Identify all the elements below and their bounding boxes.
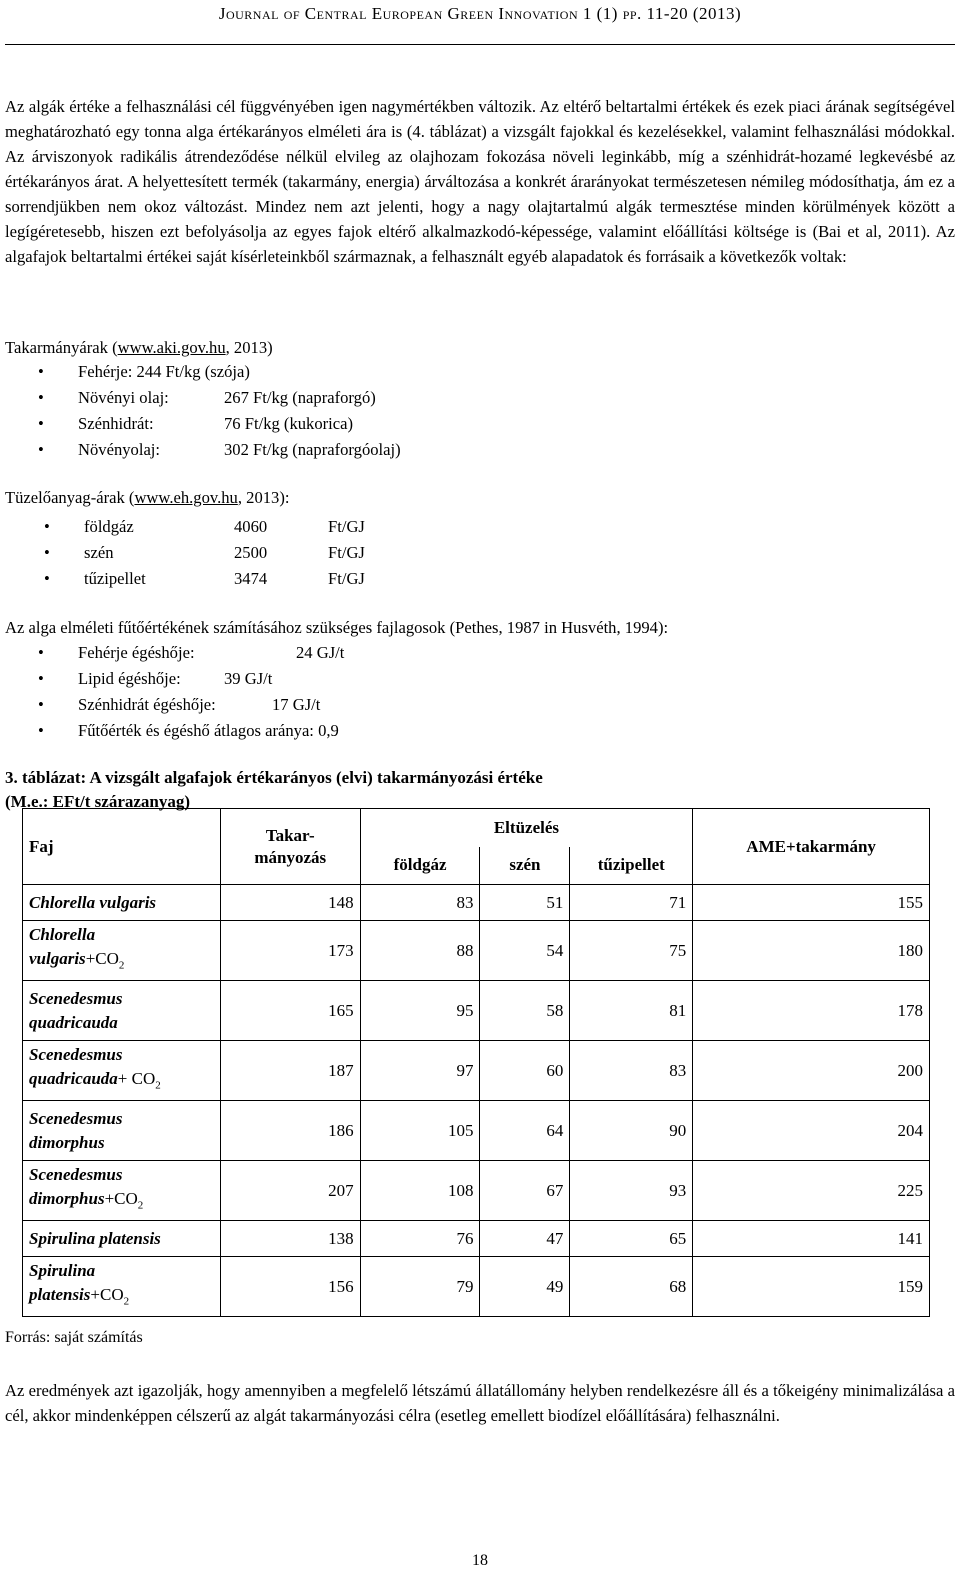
table-title-line2: (M.e.: EFt/t szárazanyag) <box>5 792 191 811</box>
feed-prices-heading <box>5 336 273 360</box>
fuel-unit: Ft/GJ <box>328 517 365 536</box>
tuzipellet-value: 71 <box>570 885 693 921</box>
species-name: Scenedesmus <box>29 988 123 1008</box>
bullet-icon: • <box>44 517 50 536</box>
szen-value: 47 <box>480 1221 570 1257</box>
fuel-name: szén <box>84 543 114 562</box>
header-takarmanyozas <box>220 809 360 885</box>
foldgaz-value: 79 <box>360 1257 480 1317</box>
bullet-icon: • <box>44 569 50 588</box>
fuel-intro-year: , 2013): <box>237 488 290 507</box>
bullet-icon: • <box>38 721 44 740</box>
fuel-name: tűzipellet <box>84 569 146 588</box>
species-name: Scenedesmus <box>29 1108 123 1128</box>
takarmany-value: 186 <box>220 1101 360 1161</box>
tuzipellet-value: 90 <box>570 1101 693 1161</box>
fuel-price: 2500 <box>234 543 268 562</box>
heat-value: 39 GJ/t <box>224 669 273 688</box>
header-ame-takarmany: AME+takarmány <box>693 809 930 885</box>
feed-price-label: Szénhidrát: <box>78 414 154 433</box>
ame-value: 141 <box>693 1221 930 1257</box>
species-cell <box>23 1041 221 1101</box>
heat-value-label: Fehérje égéshője: <box>78 643 195 662</box>
journal-header: Journal of Central European Green Innovation 1 (1) pp. 11-20 (2013) <box>218 4 742 23</box>
species-name-cont: quadricauda <box>29 1012 118 1032</box>
species-name-cont: vulgaris <box>29 949 86 969</box>
bullet-icon: • <box>38 414 44 433</box>
bullet-icon: • <box>38 669 44 688</box>
species-name-cont: dimorphus <box>29 1132 105 1152</box>
header-takarmanyozas-line1: Takar- <box>265 825 315 845</box>
takarmany-value: 165 <box>220 981 360 1041</box>
tuzipellet-value: 81 <box>570 981 693 1041</box>
tuzipellet-value: 83 <box>570 1041 693 1101</box>
header-tuzipellet: tűzipellet <box>570 847 693 885</box>
co2-subscript: 2 <box>137 1199 144 1212</box>
takarmany-value: 207 <box>220 1161 360 1221</box>
szen-value: 67 <box>480 1161 570 1221</box>
species-cell <box>23 981 221 1041</box>
table-row <box>23 1161 930 1221</box>
algae-value-table <box>22 808 930 1317</box>
fuel-intro-text: Tüzelőanyag-árak ( <box>5 488 135 507</box>
co2-treatment: +CO <box>104 1189 138 1209</box>
szen-value: 64 <box>480 1101 570 1161</box>
fuel-price: 4060 <box>234 517 268 536</box>
species-cell <box>23 1221 221 1257</box>
species-cell <box>23 1101 221 1161</box>
aki-link[interactable]: www.aki.gov.hu <box>117 338 226 357</box>
species-name-cont: platensis <box>29 1285 91 1305</box>
species-name-cont: dimorphus <box>29 1189 105 1209</box>
foldgaz-value: 105 <box>360 1101 480 1161</box>
takarmany-value: 138 <box>220 1221 360 1257</box>
takarmany-value: 148 <box>220 885 360 921</box>
fuel-prices-heading <box>5 486 289 510</box>
feed-intro-year: , 2013) <box>225 338 273 357</box>
ame-value: 225 <box>693 1161 930 1221</box>
table-source: Forrás: saját számítás <box>5 1329 143 1346</box>
table-row <box>23 1221 930 1257</box>
fuel-unit: Ft/GJ <box>328 543 365 562</box>
species-name: Chlorella vulgaris <box>29 892 157 912</box>
page-number: 18 <box>472 1552 488 1569</box>
bullet-icon: • <box>38 440 44 459</box>
ame-value: 159 <box>693 1257 930 1317</box>
paragraph-intro: Az algák értéke a felhasználási cél függvényében igen nagymértékben változik. Az eltérő beltartalmi értékek és ezek piaci árának segítségével meghatározható egy tonna alga értékarányos elméleti ára is (4. táblázat) a vizsgált fajokkal és kezelésekkel, valamint felhasználási módokkal. Az árviszonyok radikális átrendeződése nélkül elvileg az olajhozam fokozása növeli leginkább, míg a szénhidrát-hozamé legkevésbé az értékarányos árat. A helyettesített termék (takarmány, energia) árváltozása a konkrét árarányokat természetesen némileg módosíthatja, ám ez a sorrendjükben nem okoz változást. Mindez nem azt jelenti, hogy a nagy olajtartalmú algák termesztése minden körülmények között a legígéretesebb, hiszen ezt befolyásolja az egyes fajok eltérő alkalmazkodó-képessége, valamint előállítási költsége is (Bai et al, 2011). Az algafajok beltartalmi értékei saját kísérleteinkből származnak, a felhasznált egyéb alapadatok és forrásaik a következők voltak: <box>5 97 955 266</box>
bullet-icon: • <box>38 695 44 714</box>
header-eltuzeles: Eltüzelés <box>360 809 693 847</box>
bullet-icon: • <box>38 362 44 381</box>
foldgaz-value: 97 <box>360 1041 480 1101</box>
fuel-unit: Ft/GJ <box>328 569 365 588</box>
feed-price-value: 302 Ft/kg (napraforgóolaj) <box>224 440 401 459</box>
feed-price-value: 267 Ft/kg (napraforgó) <box>224 388 376 407</box>
table-title-line1: 3. táblázat: A vizsgált algafajok értékarányos (elvi) takarmányozási értéke <box>5 768 543 787</box>
heat-value-label: Lipid égéshője: <box>78 669 181 688</box>
bullet-icon: • <box>44 543 50 562</box>
species-cell <box>23 1257 221 1317</box>
eh-link[interactable]: www.eh.gov.hu <box>134 488 238 507</box>
co2-subscript: 2 <box>123 1295 130 1308</box>
co2-subscript: 2 <box>118 959 125 972</box>
co2-treatment: +CO <box>90 1285 124 1305</box>
header-szen: szén <box>480 847 570 885</box>
foldgaz-value: 108 <box>360 1161 480 1221</box>
foldgaz-value: 83 <box>360 885 480 921</box>
table-row <box>23 981 930 1041</box>
feed-price-label: Növényolaj: <box>78 440 161 459</box>
ame-value: 180 <box>693 921 930 981</box>
header-faj: Faj <box>23 809 221 885</box>
heat-values-heading: Az alga elméleti fűtőértékének számításához szükséges fajlagosok (Pethes, 1987 in Husvéth, 1994): <box>5 618 669 637</box>
szen-value: 54 <box>480 921 570 981</box>
takarmany-value: 187 <box>220 1041 360 1101</box>
table-row <box>23 885 930 921</box>
table-row <box>23 921 930 981</box>
ame-value: 200 <box>693 1041 930 1101</box>
feed-price-label: Fehérje: 244 Ft/kg (szója) <box>78 362 250 381</box>
species-cell <box>23 885 221 921</box>
species-cell <box>23 921 221 981</box>
szen-value: 51 <box>480 885 570 921</box>
table-row <box>23 1257 930 1317</box>
heat-value: 17 GJ/t <box>272 695 321 714</box>
heat-value-label: Fűtőérték és égéshő átlagos aránya: 0,9 <box>78 721 339 740</box>
szen-value: 58 <box>480 981 570 1041</box>
fuel-price: 3474 <box>234 569 268 588</box>
table-body <box>23 885 930 1317</box>
tuzipellet-value: 68 <box>570 1257 693 1317</box>
fuel-name: földgáz <box>84 517 134 536</box>
feed-price-label: Növényi olaj: <box>78 388 169 407</box>
paragraph-conclusion: Az eredmények azt igazolják, hogy amennyiben a megfelelő létszámú állatállomány helyben rendelkezésre áll és a tőkeigény minimalizálása a cél, akkor mindenképpen célszerű az algát takarmányozási célra (esetleg emellett biodízel előállítására) felhasználni. <box>5 1381 955 1425</box>
header-rule <box>5 44 955 45</box>
feed-intro-text: Takarmányárak ( <box>5 338 118 357</box>
species-name: Spirulina platensis <box>29 1228 161 1248</box>
co2-treatment: +CO <box>85 949 119 969</box>
bullet-icon: • <box>38 388 44 407</box>
foldgaz-value: 76 <box>360 1221 480 1257</box>
header-takarmanyozas-line2: mányozás <box>254 847 327 867</box>
co2-treatment: + CO <box>117 1069 156 1089</box>
species-name: Scenedesmus <box>29 1045 123 1065</box>
tuzipellet-value: 93 <box>570 1161 693 1221</box>
ame-value: 204 <box>693 1101 930 1161</box>
species-cell <box>23 1161 221 1221</box>
ame-value: 178 <box>693 981 930 1041</box>
takarmany-value: 156 <box>220 1257 360 1317</box>
header-foldgaz: földgáz <box>360 847 480 885</box>
szen-value: 60 <box>480 1041 570 1101</box>
heat-value: 24 GJ/t <box>296 643 345 662</box>
tuzipellet-value: 65 <box>570 1221 693 1257</box>
table-row <box>23 1101 930 1161</box>
co2-subscript: 2 <box>155 1079 161 1092</box>
feed-price-value: 76 Ft/kg (kukorica) <box>224 414 354 433</box>
heat-value-label: Szénhidrát égéshője: <box>78 695 216 714</box>
foldgaz-value: 88 <box>360 921 480 981</box>
takarmany-value: 173 <box>220 921 360 981</box>
bullet-icon: • <box>38 643 44 662</box>
szen-value: 49 <box>480 1257 570 1317</box>
species-name: Spirulina <box>29 1261 96 1281</box>
species-name: Chlorella <box>29 925 96 945</box>
table-row <box>23 1041 930 1101</box>
ame-value: 155 <box>693 885 930 921</box>
tuzipellet-value: 75 <box>570 921 693 981</box>
species-name: Scenedesmus <box>29 1165 123 1185</box>
foldgaz-value: 95 <box>360 981 480 1041</box>
species-name-cont: quadricauda <box>29 1069 118 1089</box>
